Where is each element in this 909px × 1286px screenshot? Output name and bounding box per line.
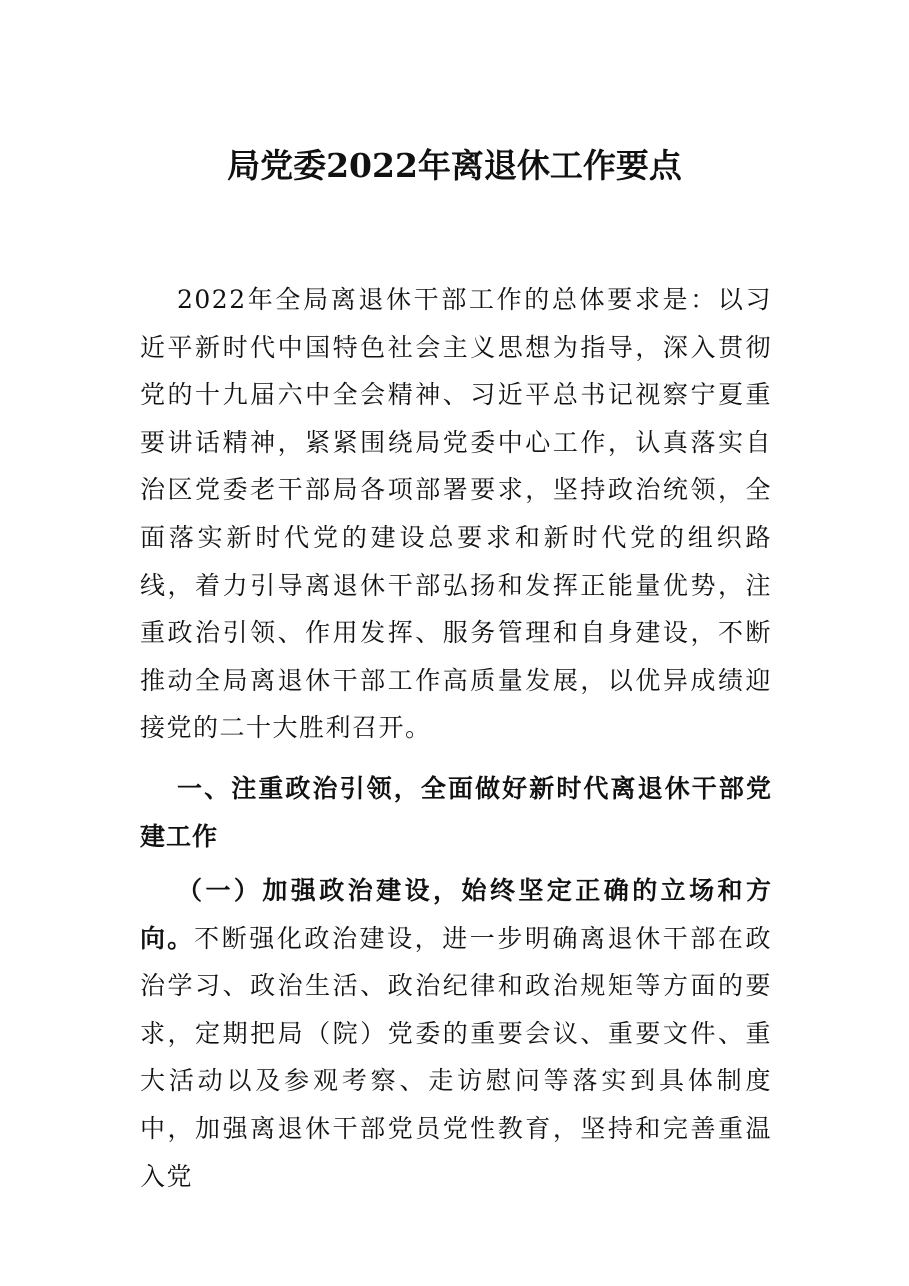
section-heading: 一、注重政治引领，全面做好新时代离退休干部党建工作: [140, 774, 772, 851]
subsection-lead: （一）加强政治建设，始终坚定正确的立场和方向。: [140, 876, 772, 953]
intro-paragraph: 2022年全局离退休干部工作的总体要求是：以习近平新时代中国特色社会主义思想为指导，深入贯彻党的十九届六中全会精神、习近平总书记视察宁夏重要讲话精神，紧紧围绕局党委中心工作，认真落实自治区党委老干部局各项部署要求，坚持政治统领，全面落实新时代党的建设总要求和新时代党的组织路线，着力引导离退休干部弘扬和发挥正能量优势，注重政治引领、作用发挥、服务管理和自身建设，不断推动全局离退休干部工作高质量发展，以优异成绩迎接党的二十大胜利召开。: [140, 285, 772, 743]
document-title: 局党委2022年离退休工作要点: [227, 146, 682, 185]
subsection-paragraph: [140, 867, 772, 1200]
subsection-text: 不断强化政治建设，进一步明确离退休干部在政治学习、政治生活、政治纪律和政治规矩等方面的要求，定期把局（院）党委的重要会议、重要文件、重大活动以及参观考察、走访慰问等落实到具体制度中，加强离退休干部党员党性教育，坚持和完善重温入党: [140, 923, 772, 1191]
